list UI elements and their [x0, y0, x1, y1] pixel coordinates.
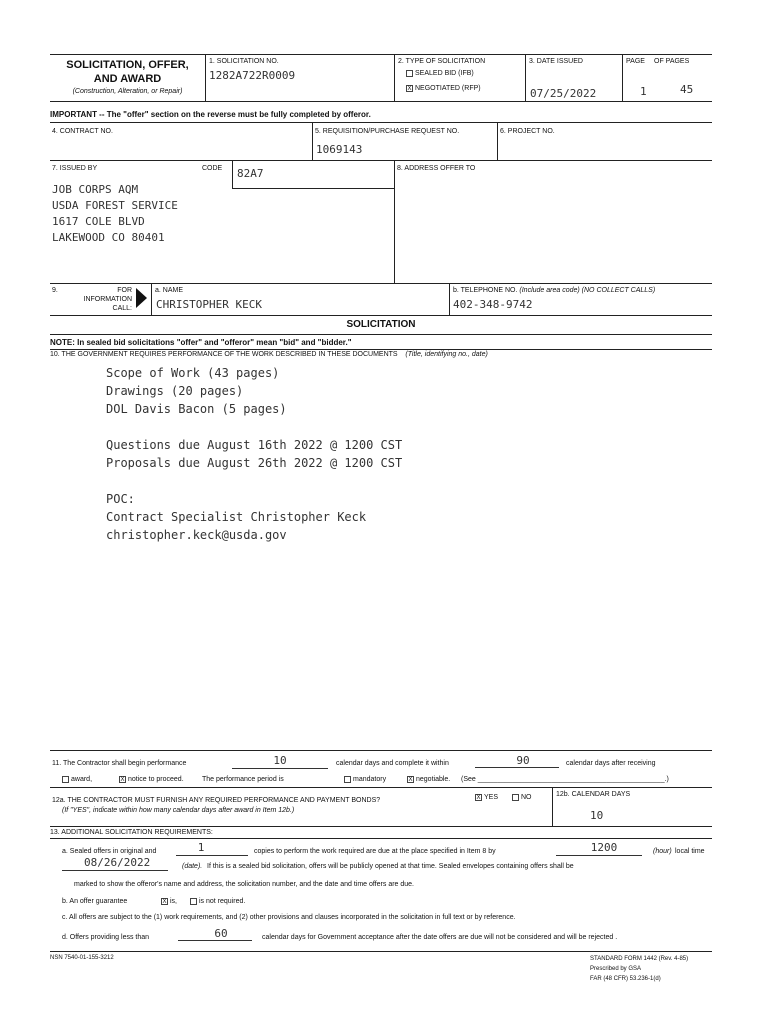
- issuer-address: JOB CORPS AQM USDA FOREST SERVICE 1617 COLE BLVD LAKEWOOD CO 80401: [52, 183, 178, 244]
- mandatory-checkbox[interactable]: [344, 776, 351, 783]
- hour-label: (hour): [653, 848, 672, 855]
- notice-to-proceed-checkbox[interactable]: X: [120, 776, 125, 783]
- bonds-no-option[interactable]: NO: [512, 793, 532, 802]
- days-to-complete[interactable]: 90: [516, 754, 530, 767]
- telephone-no[interactable]: 402-348-9742: [453, 298, 533, 311]
- item12a-text: 12a. THE CONTRACTOR MUST FURNISH ANY REQUIRED PERFORMANCE AND PAYMENT BONDS?: [52, 797, 381, 804]
- award-checkbox[interactable]: [62, 776, 69, 783]
- notice-to-proceed-option[interactable]: X notice to proceed.: [120, 776, 184, 783]
- contract-no-label: 4. CONTRACT NO.: [52, 128, 113, 135]
- item13c-text: c. All offers are subject to the (1) work requirements, and (2) other provisions and clauses incorporated in the solicitation in full text or by reference.: [62, 914, 516, 921]
- item11-text2: calendar days and complete it within: [336, 760, 449, 767]
- award-option[interactable]: award,: [62, 775, 92, 784]
- item11-text3: calendar days after receiving: [566, 760, 656, 767]
- address-offer-to-label: 8. ADDRESS OFFER TO: [397, 165, 476, 172]
- item11-text1: 11. The Contractor shall begin performance: [52, 760, 187, 767]
- type-of-solicitation-label: 2. TYPE OF SOLICITATION: [398, 58, 486, 65]
- code-label: CODE: [202, 165, 223, 172]
- item13a-text2: copies to perform the work required are due at the place specified in Item 8 by: [254, 848, 496, 855]
- see-reference: (See ________________________________________________.): [461, 776, 669, 783]
- item12a-sub: (If "YES", indicate within how many calendar days after award in Item 12b.): [62, 807, 295, 814]
- pointer-arrow-icon: [136, 288, 147, 308]
- guarantee-isnot-option[interactable]: is not required.: [190, 897, 245, 906]
- solicitation-heading: SOLICITATION: [346, 319, 416, 330]
- item13d-text2: calendar days for Government acceptance after the date offers are due will not be considered and will be rejected .: [262, 934, 618, 941]
- total-pages[interactable]: 45: [680, 83, 694, 96]
- solicitation-no-label: 1. SOLICITATION NO.: [209, 58, 279, 65]
- item13a-text3: If this is a sealed bid solicitation, offers will be publicly opened at that time. Sealed envelopes containing offers shall be: [207, 863, 574, 870]
- requisition-no[interactable]: 1069143: [316, 143, 363, 156]
- guarantee-is-option[interactable]: X is,: [162, 898, 177, 905]
- guarantee-is-checkbox[interactable]: X: [162, 898, 167, 905]
- due-date[interactable]: 08/26/2022: [84, 856, 151, 869]
- sealed-bid-note: NOTE: In sealed bid solicitations "offer" and "offeror" mean "bid" and "bidder.": [50, 338, 352, 347]
- acceptance-days[interactable]: 60: [214, 927, 228, 940]
- important-note: IMPORTANT -- The "offer" section on the reverse must be fully completed by offeror.: [50, 110, 371, 119]
- performance-period-label: The performance period is: [202, 776, 284, 783]
- sealed-bid-option[interactable]: SEALED BID (IFB): [406, 69, 474, 78]
- bonds-no-checkbox[interactable]: [512, 794, 519, 801]
- guarantee-isnot-checkbox[interactable]: [190, 898, 197, 905]
- negotiated-option[interactable]: X NEGOTIATED (RFP): [407, 85, 481, 92]
- negotiable-checkbox[interactable]: X: [408, 776, 413, 783]
- local-time-label: local time: [675, 848, 705, 855]
- of-pages-label: OF PAGES: [654, 58, 690, 65]
- contact-name-label: a. NAME: [155, 287, 184, 294]
- page-label: PAGE: [626, 58, 645, 65]
- bonds-yes-checkbox[interactable]: X: [476, 794, 481, 801]
- item10-label: 10. THE GOVERNMENT REQUIRES PERFORMANCE OF THE WORK DESCRIBED IN THESE DOCUMENTS (Title, identifying no., date): [50, 351, 488, 358]
- form-title: SOLICITATION, OFFER, AND AWARD: [66, 59, 189, 85]
- form-identification: STANDARD FORM 1442 (Rev. 4-85) Prescribed by GSA FAR (48 CFR) 53.236-1(d): [590, 956, 689, 982]
- solicitation-no[interactable]: 1282A722R0009: [209, 69, 296, 82]
- mandatory-option[interactable]: mandatory: [344, 775, 386, 784]
- copies-value[interactable]: 1: [197, 841, 205, 854]
- telephone-label: b. TELEPHONE NO. (Include area code) (NO COLLECT CALLS): [453, 287, 656, 294]
- item13a-text1: a. Sealed offers in original and: [62, 848, 157, 855]
- issuer-code[interactable]: 82A7: [237, 167, 264, 180]
- for-information-call-label: FOR INFORMATION CALL:: [83, 287, 132, 312]
- days-to-begin[interactable]: 10: [273, 754, 287, 767]
- project-no-label: 6. PROJECT NO.: [500, 128, 555, 135]
- negotiated-checkbox[interactable]: X: [407, 85, 412, 92]
- calendar-days-value[interactable]: 10: [590, 809, 604, 822]
- page-number[interactable]: 1: [640, 85, 647, 98]
- work-description[interactable]: Scope of Work (43 pages) Drawings (20 pages) DOL Davis Bacon (5 pages) Questions due August 16th 2022 @ 1200 CST Proposals due August 26th 2022 @ 1200 CST POC: Contract Specialist Christopher Keck christopher.keck@usda.gov: [106, 366, 403, 542]
- date-issued[interactable]: 07/25/2022: [530, 87, 597, 100]
- bonds-yes-option[interactable]: X YES: [476, 794, 499, 801]
- sealed-bid-checkbox[interactable]: [406, 70, 413, 77]
- item13b-text: b. An offer guarantee: [62, 898, 128, 905]
- requisition-no-label: 5. REQUISITION/PURCHASE REQUEST NO.: [315, 128, 460, 135]
- contact-name[interactable]: CHRISTOPHER KECK: [156, 298, 262, 311]
- form-subtitle: (Construction, Alteration, or Repair): [72, 88, 183, 95]
- item9-number: 9.: [52, 287, 58, 294]
- item13d-text1: d. Offers providing less than: [62, 934, 150, 941]
- date-issued-label: 3. DATE ISSUED: [529, 58, 583, 65]
- item13a-text4: marked to show the offeror's name and address, the solicitation number, and the date and time offers are due.: [74, 881, 415, 888]
- nsn-number: NSN 7540-01-155-3212: [50, 955, 114, 961]
- issued-by-label: 7. ISSUED BY: [52, 165, 98, 172]
- item13-label: 13. ADDITIONAL SOLICITATION REQUIREMENTS:: [50, 829, 213, 836]
- negotiable-option[interactable]: X negotiable.: [408, 776, 451, 783]
- date-label: (date).: [182, 863, 203, 870]
- calendar-days-label: 12b. CALENDAR DAYS: [556, 791, 631, 798]
- due-hour[interactable]: 1200: [590, 841, 618, 854]
